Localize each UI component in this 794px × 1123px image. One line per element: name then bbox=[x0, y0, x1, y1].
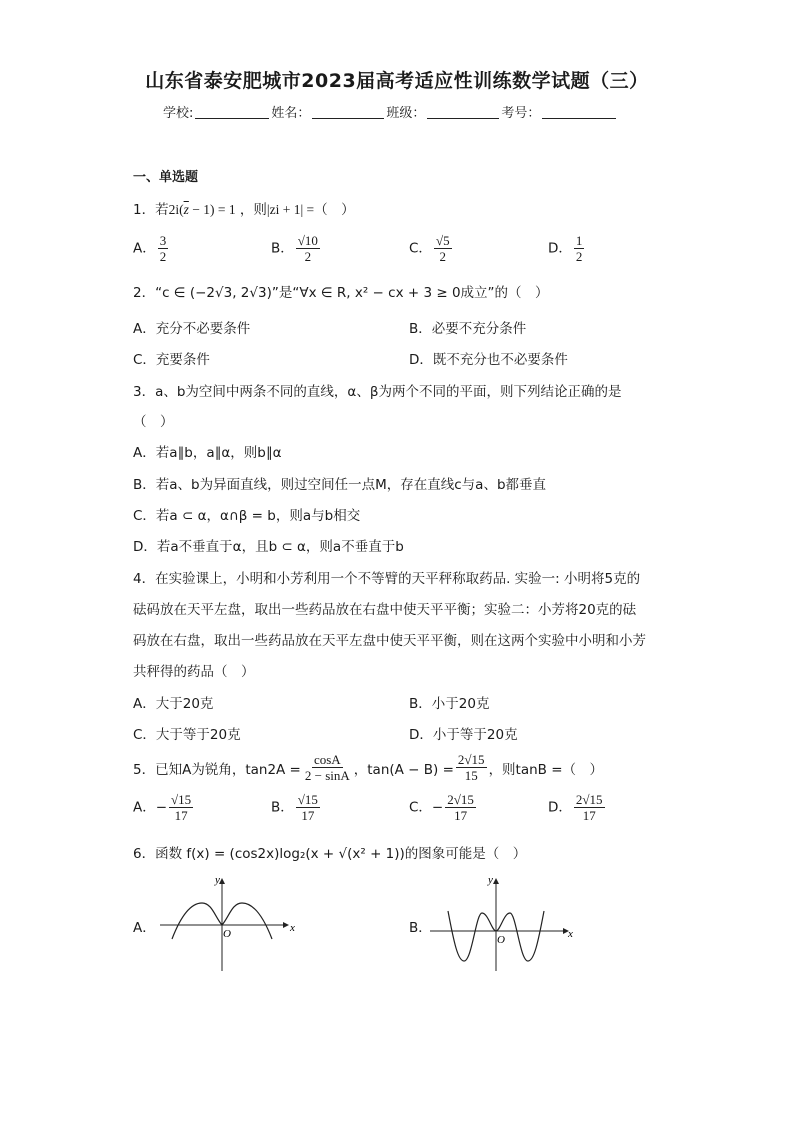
q4-option-d[interactable]: D．小于等于20克 bbox=[409, 727, 518, 743]
question-6-stem: 6．函数 f(x) = (cos2x)log₂(x + √(x² + 1))的图象可能是（ ） bbox=[133, 846, 527, 862]
q6-graph-a[interactable] bbox=[160, 873, 305, 973]
question-3-stem: 3．a、b为空间中两条不同的直线，α、β为两个不同的平面，则下列结论正确的是 bbox=[133, 384, 622, 400]
q1-a-den: 2 bbox=[159, 249, 167, 264]
q6-option-b-label[interactable]: B． bbox=[409, 920, 432, 936]
q5-d-label: D． bbox=[548, 799, 572, 816]
q3-option-a[interactable]: A．若a∥b，a∥α，则b∥α bbox=[133, 445, 282, 461]
q2-number: 2． bbox=[133, 285, 156, 301]
q3-option-b[interactable]: B．若a、b为异面直线，则过空间任一点M，存在直线c与a、b都垂直 bbox=[133, 477, 547, 493]
q1-b-num: √10 bbox=[297, 233, 318, 248]
q1-d-label: D． bbox=[548, 240, 572, 257]
q1-option-b[interactable] bbox=[271, 233, 322, 264]
q6-option-a-label[interactable]: A． bbox=[133, 920, 156, 936]
q5-c-den: 17 bbox=[454, 808, 468, 823]
q5-d-den: 17 bbox=[582, 808, 596, 823]
q3-option-c[interactable]: C．若a ⊂ α，α∩β = b，则a与b相交 bbox=[133, 508, 361, 524]
question-1-stem bbox=[133, 198, 355, 218]
q5-option-c[interactable] bbox=[409, 792, 478, 823]
question-5-stem bbox=[133, 752, 603, 783]
exam-no-field[interactable] bbox=[542, 104, 616, 119]
q1-expr-c: |zi + 1| = bbox=[266, 202, 315, 217]
school-field[interactable] bbox=[195, 104, 269, 119]
q2-option-a[interactable]: A．充分不必要条件 bbox=[133, 321, 251, 337]
q2-option-b[interactable]: B．必要不充分条件 bbox=[409, 321, 527, 337]
q5-b-den: 17 bbox=[301, 808, 315, 823]
q1-c-label: C． bbox=[409, 240, 432, 257]
q4-line-1: 4．在实验课上，小明和小芳利用一个不等臂的天平秤称取药品. 实验一: 小明将5克的 bbox=[133, 571, 641, 587]
class-field[interactable] bbox=[427, 104, 499, 119]
q5-option-d[interactable] bbox=[548, 792, 607, 823]
q4-line-4: 共秤得的药品（ ） bbox=[133, 664, 255, 680]
q5-option-a[interactable] bbox=[133, 792, 195, 823]
q1-c-den: 2 bbox=[439, 249, 446, 264]
q4-option-a[interactable]: A．大于20克 bbox=[133, 696, 214, 712]
q1-option-a[interactable] bbox=[133, 233, 170, 264]
q1-d-num: 1 bbox=[575, 233, 583, 248]
x-axis-label: x bbox=[568, 928, 573, 940]
q3-option-d[interactable]: D．若a不垂直于α，且b ⊂ α，则a不垂直于b bbox=[133, 539, 404, 555]
q4-option-c[interactable]: C．大于等于20克 bbox=[133, 727, 241, 743]
q4-line-3: 码放在右盘，取出一些药品放在天平左盘中使天平平衡，则在这两个实验中小明和小芳 bbox=[133, 633, 646, 649]
school-label: 学校: bbox=[163, 106, 194, 121]
q5-a-label: A．− bbox=[133, 799, 168, 816]
q5-a-num: √15 bbox=[171, 792, 192, 807]
q1-d-frac bbox=[574, 233, 585, 264]
name-label: 姓名： bbox=[271, 106, 311, 121]
q1-b-den: 2 bbox=[304, 249, 312, 264]
q1-a-frac bbox=[158, 233, 169, 264]
q1-d-den: 2 bbox=[575, 249, 583, 264]
q1-c-num: √5 bbox=[435, 233, 450, 248]
name-field[interactable] bbox=[312, 104, 384, 119]
q2-option-d[interactable]: D．既不充分也不必要条件 bbox=[409, 352, 568, 368]
q1-a-label: A． bbox=[133, 240, 156, 257]
x-axis-label: x bbox=[290, 922, 295, 934]
q5-b-num: √15 bbox=[297, 792, 318, 807]
q5-b-frac bbox=[296, 792, 320, 823]
q5-a-den: 17 bbox=[174, 808, 188, 823]
q1-expr-b: − 1) = 1 bbox=[188, 202, 236, 217]
origin-label: O bbox=[223, 928, 231, 940]
section-heading: 一、单选题 bbox=[133, 170, 199, 185]
q1-option-d[interactable] bbox=[548, 233, 586, 264]
q5-mid: ，tan(A − B) = bbox=[353, 761, 454, 778]
q1-b-frac bbox=[296, 233, 320, 264]
page-title: 山东省泰安肥城市2023届高考适应性训练数学试题（三） bbox=[145, 70, 649, 92]
q5-d-frac bbox=[574, 792, 605, 823]
q5-f2-den: 15 bbox=[464, 768, 478, 783]
q5-c-num: 2√15 bbox=[447, 792, 474, 807]
q1-mid: ，则 bbox=[235, 202, 267, 218]
q5-c-frac bbox=[445, 792, 476, 823]
q3-paren: （ ） bbox=[133, 414, 174, 430]
q1-option-c[interactable] bbox=[409, 233, 454, 264]
q5-pre: 5．已知A为锐角，tan2A = bbox=[133, 761, 301, 778]
q4-line-2: 砝码放在天平左盘，取出一些药品放在右盘中使天平平衡；实验二：小芳将20克的砝 bbox=[133, 602, 637, 618]
q5-f2-num: 2√15 bbox=[457, 752, 485, 767]
origin-label: O bbox=[497, 934, 505, 946]
y-axis-label: y bbox=[488, 874, 493, 886]
q5-f1-den: 2 − sinA bbox=[304, 768, 350, 783]
q1-number: 1．若 bbox=[133, 202, 169, 218]
q5-f1-num: cosA bbox=[313, 752, 341, 767]
question-2-stem bbox=[133, 281, 549, 301]
q5-frac-2 bbox=[456, 752, 487, 783]
q5-c-label: C．− bbox=[409, 799, 444, 816]
exam-no-label: 考号： bbox=[501, 106, 541, 121]
q5-a-frac bbox=[169, 792, 193, 823]
q5-option-b[interactable] bbox=[271, 792, 322, 823]
q5-b-label: B． bbox=[271, 799, 294, 816]
q1-c-frac bbox=[434, 233, 452, 264]
q1-expr-a: 2i( bbox=[168, 202, 184, 217]
y-axis-label: y bbox=[215, 874, 220, 886]
q1-z-bar: $\overline{z}$ bbox=[183, 202, 189, 217]
q2-option-c[interactable]: C．充要条件 bbox=[133, 352, 210, 368]
q2-stem-text: “c ∈ (−2√3, 2√3)”是“∀x ∈ R, x² − cx + 3 ≥ 0成立”的（ ） bbox=[155, 285, 549, 301]
q1-a-num: 3 bbox=[159, 233, 167, 248]
q1-b-label: B． bbox=[271, 240, 294, 257]
q4-option-b[interactable]: B．小于20克 bbox=[409, 696, 490, 712]
class-label: 班级： bbox=[386, 106, 426, 121]
q1-paren: （ ） bbox=[314, 202, 355, 218]
q5-post: ，则tanB =（ ） bbox=[488, 761, 604, 778]
q5-frac-1 bbox=[303, 752, 352, 783]
student-info-row bbox=[163, 102, 618, 121]
q5-d-num: 2√15 bbox=[575, 792, 603, 807]
q6-graph-b[interactable] bbox=[430, 873, 575, 973]
